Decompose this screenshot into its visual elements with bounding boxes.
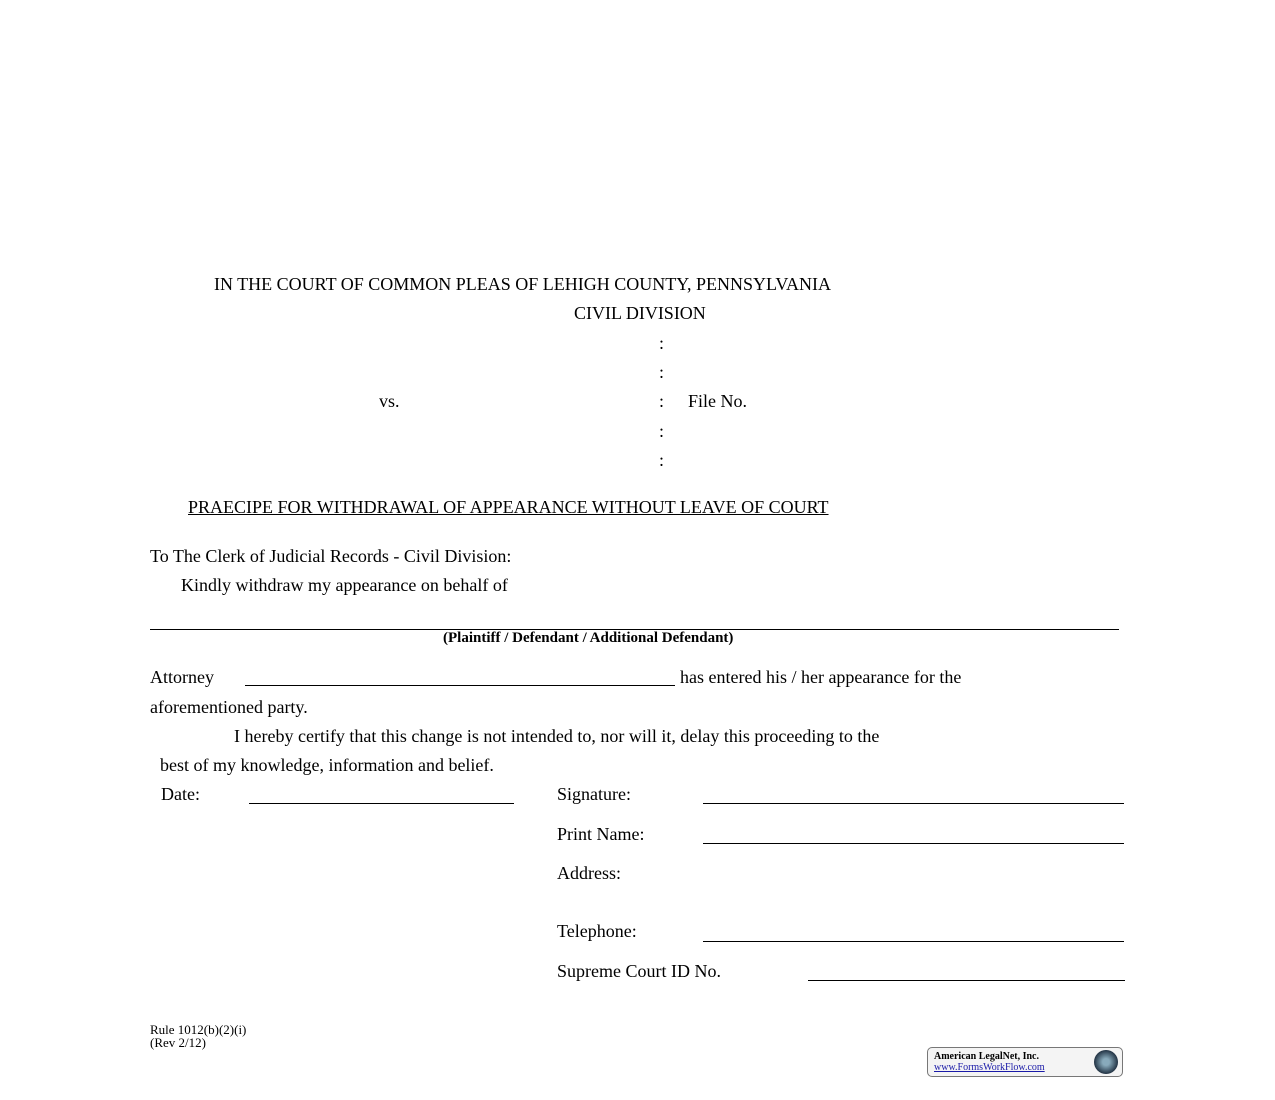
sc-id-line[interactable]: [808, 980, 1125, 981]
document-title: PRAECIPE FOR WITHDRAWAL OF APPEARANCE WITHOUT LEAVE OF COURT: [188, 497, 829, 517]
entered-text: has entered his / her appearance for the: [680, 667, 962, 687]
badge-link[interactable]: www.FormsWorkFlow.com: [934, 1062, 1045, 1073]
telephone-line[interactable]: [703, 941, 1124, 942]
address-label: Address:: [557, 863, 621, 883]
date-line[interactable]: [249, 803, 514, 804]
badge-name: American LegalNet, Inc.: [934, 1051, 1039, 1062]
rule-number: Rule 1012(b)(2)(i): [150, 1022, 247, 1037]
print-name-label: Print Name:: [557, 824, 645, 844]
globe-icon: [1094, 1050, 1118, 1074]
date-label: Date:: [161, 784, 200, 804]
aforementioned-text: aforementioned party.: [150, 697, 308, 717]
caption-colon: :: [659, 362, 665, 382]
legalnet-badge[interactable]: [927, 1047, 1123, 1077]
division-heading: CIVIL DIVISION: [574, 303, 706, 323]
caption-colon: :: [659, 421, 665, 441]
signature-label: Signature:: [557, 784, 631, 804]
certify-text-2: best of my knowledge, information and belief.: [160, 755, 494, 775]
addressee: To The Clerk of Judicial Records - Civil Division:: [150, 546, 512, 566]
telephone-label: Telephone:: [557, 921, 637, 941]
revision: (Rev 2/12): [150, 1035, 206, 1050]
caption-colon: :: [659, 450, 665, 470]
vs-label: vs.: [379, 391, 400, 411]
file-no-label: File No.: [688, 391, 748, 411]
print-name-line[interactable]: [703, 843, 1124, 844]
caption-colon: :: [659, 333, 665, 353]
signature-line[interactable]: [703, 803, 1124, 804]
court-heading: IN THE COURT OF COMMON PLEAS OF LEHIGH COUNTY, PENNSYLVANIA: [214, 274, 831, 294]
attorney-label: Attorney: [150, 667, 214, 687]
certify-text: I hereby certify that this change is not intended to, nor will it, delay this proceeding to the: [234, 726, 880, 746]
sc-id-label: Supreme Court ID No.: [557, 961, 721, 981]
party-label: (Plaintiff / Defendant / Additional Defendant): [443, 630, 734, 646]
caption-colon: :: [659, 391, 665, 411]
attorney-line[interactable]: [245, 685, 675, 686]
withdraw-text: Kindly withdraw my appearance on behalf of: [181, 575, 508, 595]
